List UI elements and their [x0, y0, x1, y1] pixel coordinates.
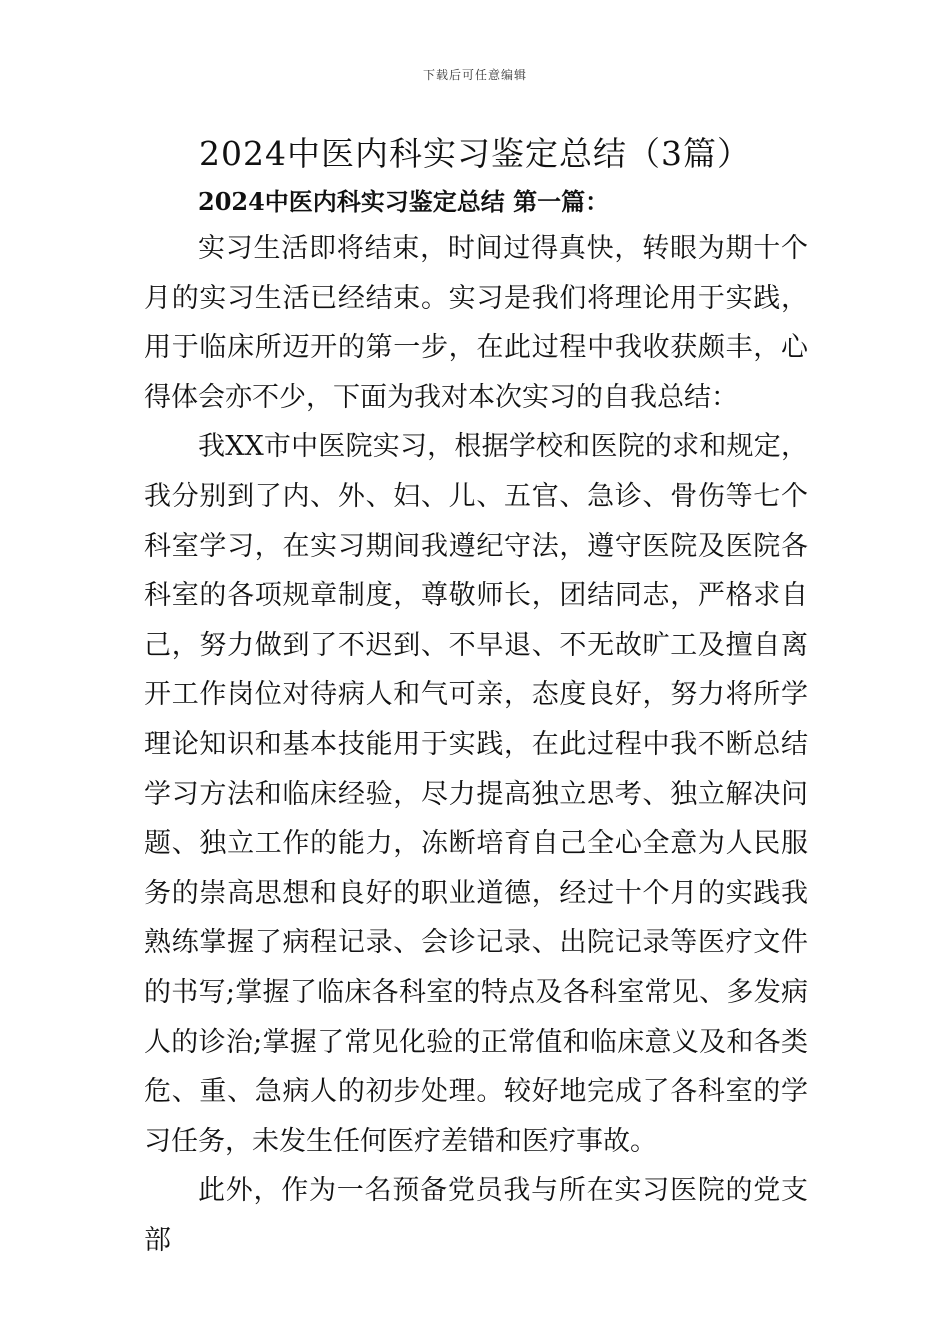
header-note: 下载后可任意编辑: [422, 68, 527, 82]
section-heading: 2024中医内科实习鉴定总结 第一篇：: [198, 187, 610, 216]
document-title: 2024中医内科实习鉴定总结（3篇）: [199, 134, 751, 173]
paragraph-2: 我XX市中医院实习，根据学校和医院的求和规定，我分别到了内、外、妇、儿、五官、急诊、骨伤等七个科室学习，在实习期间我遵纪守法，遵守医院及医院各科室的各项规章制度，尊敬师长，团结同志，严格求自己，努力做到了不迟到、不早退、不无故旷工及擅自离开工作岗位对待病人和气可亲，态度良好，努力将所学理论知识和基本技能用于实践，在此过程中我不断总结学习方法和临床经验，尽力提高独立思考、独立解决问题、独立工作的能力，冻断培育自己全心全意为人民服务的崇高思想和良好的职业道德，经过十个月的实践我熟练掌握了病程记录、会诊记录、出院记录等医疗文件的书写;掌握了临床各科室的特点及各科室常见、多发病人的诊治;掌握了常见化验的正常值和临床意义及和各类危、重、急病人的初步处理。较好地完成了各科室的学习任务，未发生任何医疗差错和医疗事故。: [144, 431, 808, 1157]
paragraph-1: 实习生活即将结束，时间过得真快，转眼为期十个月的实习生活已经结束。实习是我们将理论用于实践，用于临床所迈开的第一步，在此过程中我收获颇丰，心得体会亦不少，下面为我对本次实习的自我总结：: [144, 233, 808, 413]
document-body: [144, 224, 808, 1265]
paragraph-3: 此外，作为一名预备党员我与所在实习医院的党支部: [144, 1175, 808, 1256]
